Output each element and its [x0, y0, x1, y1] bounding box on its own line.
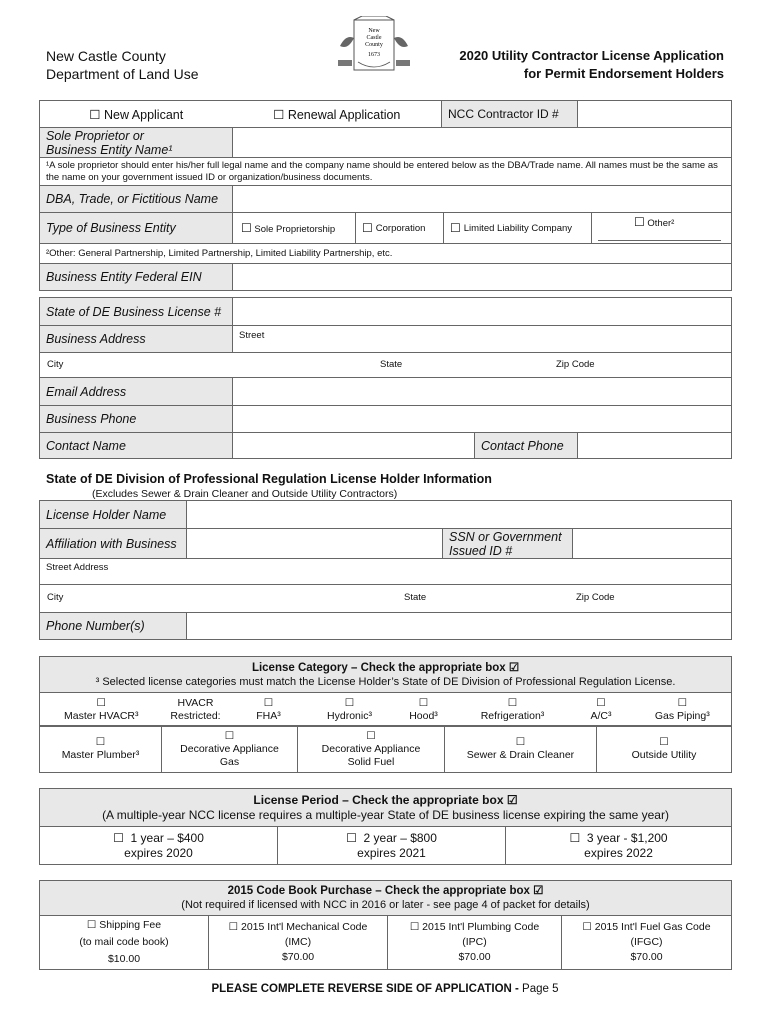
- cat-master-hvacr-label: Master HVACR³: [64, 709, 139, 722]
- license-holder-subtitle: (Excludes Sewer & Drain Cleaner and Outside Utility Contractors): [92, 488, 398, 500]
- note-sole-proprietor: ¹A sole proprietor should enter his/her full legal name and the company name should be entered below as the DBA/Trade name. All names must be the same as the name on your government issued ID or organization/business documents.: [40, 158, 732, 186]
- license-period-table: [39, 788, 732, 865]
- codebook-imc[interactable]: [209, 916, 388, 970]
- note-other-entity: ²Other: General Partnership, Limited Partnership, Limited Liability Partnership, etc.: [40, 244, 732, 264]
- contractor-id-label: NCC Contractor ID #: [442, 101, 578, 128]
- license-category-row2: [39, 725, 732, 773]
- codebook-ifgc[interactable]: [562, 916, 732, 970]
- cat-hvacr-restricted: [163, 693, 229, 727]
- type-sole-option[interactable]: [233, 221, 355, 235]
- cat-master-plumber[interactable]: [40, 726, 162, 773]
- cat-outside-utility-checkbox[interactable]: ☐: [659, 736, 669, 748]
- cat-hydronic-checkbox[interactable]: ☐: [344, 696, 355, 709]
- cat-refrigeration-label: Refrigeration³: [480, 709, 545, 722]
- cat-ac[interactable]: [569, 693, 634, 727]
- holder-city-row[interactable]: [40, 585, 732, 613]
- license-category-title: License Category – Check the appropriate box ☑: [251, 661, 520, 674]
- cat-restricted-label: Restricted:: [170, 709, 221, 722]
- cat-fha[interactable]: [229, 693, 309, 727]
- applicant-info-table: [39, 100, 732, 291]
- ssn-label-line2: Issued ID #: [449, 543, 513, 558]
- cat-ac-label: A/C³: [590, 709, 612, 722]
- business-type-label: Type of Business Entity: [40, 213, 233, 244]
- codebook-ipc-label: 2015 Int'l Plumbing Code: [422, 921, 540, 933]
- period-1-year-label: 1 year – $400: [130, 830, 204, 845]
- cat-hood-label: Hood³: [409, 709, 438, 722]
- cat-decorative-solid-label: Decorative Appliance: [321, 742, 421, 755]
- contact-name-label: Contact Name: [40, 433, 233, 459]
- ein-label: Business Entity Federal EIN: [40, 264, 233, 291]
- holder-street-field[interactable]: [40, 559, 732, 585]
- codebook-shipping[interactable]: [40, 916, 209, 970]
- codebook-ipc-checkbox[interactable]: ☐: [409, 921, 420, 933]
- cat-master-hvacr[interactable]: [40, 693, 163, 727]
- ssn-label-line1: SSN or Government: [449, 529, 562, 544]
- renewal-option[interactable]: [233, 101, 442, 128]
- cat-decorative-solid-checkbox[interactable]: ☐: [366, 729, 376, 742]
- cat-hood-checkbox[interactable]: ☐: [418, 696, 429, 709]
- business-street-field[interactable]: [233, 326, 732, 353]
- type-llc-option[interactable]: [443, 213, 591, 243]
- business-city-row[interactable]: [40, 353, 732, 378]
- footer-instruction: PLEASE COMPLETE REVERSE SIDE OF APPLICATION -: [211, 983, 523, 995]
- svg-text:New: New: [368, 28, 380, 34]
- codebook-ifgc-label: 2015 Int'l Fuel Gas Code: [594, 921, 711, 933]
- business-phone-label: Business Phone: [40, 406, 233, 433]
- svg-text:County: County: [365, 42, 383, 48]
- holder-state-label: State: [404, 592, 427, 603]
- ssn-field[interactable]: [573, 529, 732, 559]
- codebook-imc-price: $70.00: [281, 951, 315, 963]
- cat-refrigeration[interactable]: [457, 693, 569, 727]
- agency-heading: [46, 47, 199, 83]
- holder-name-field[interactable]: [187, 501, 732, 529]
- codebook-title: 2015 Code Book Purchase – Check the appropriate box ☑: [227, 885, 544, 897]
- email-label: Email Address: [40, 378, 233, 406]
- new-applicant-checkbox[interactable]: ☐: [89, 107, 101, 122]
- type-llc-checkbox[interactable]: ☐: [450, 221, 461, 235]
- cat-decorative-gas[interactable]: [162, 726, 298, 773]
- license-period-note: (A multiple-year NCC license requires a multiple-year State of DE business license expiring the same year): [102, 807, 669, 822]
- type-other-checkbox[interactable]: ☐: [634, 215, 645, 229]
- codebook-shipping-price: $10.00: [107, 953, 141, 965]
- codebook-imc-sub: (IMC): [284, 936, 312, 948]
- cat-gas-piping-checkbox[interactable]: ☐: [677, 696, 687, 709]
- cat-decorative-gas-checkbox[interactable]: ☐: [224, 729, 235, 742]
- entity-name-field[interactable]: [233, 128, 732, 158]
- cat-master-plumber-label: Master Plumber³: [61, 749, 140, 761]
- cat-outside-utility-label: Outside Utility: [631, 749, 697, 761]
- department-name: Department of Land Use: [46, 66, 199, 82]
- license-category-table: [39, 656, 732, 727]
- cat-fha-checkbox[interactable]: ☐: [263, 696, 274, 709]
- cat-sewer-drain[interactable]: [445, 726, 597, 773]
- license-period-title: License Period – Check the appropriate box ☑: [253, 792, 518, 807]
- cat-sewer-drain-checkbox[interactable]: ☐: [515, 736, 526, 748]
- codebook-shipping-sub: (to mail code book): [79, 936, 169, 948]
- holder-city-label: City: [47, 592, 64, 603]
- business-info-table: [39, 297, 732, 459]
- business-address-label: Business Address: [40, 326, 233, 353]
- license-holder-title: State of DE Division of Professional Regulation License Holder Information: [46, 472, 492, 486]
- entity-name-label-line2: Business Entity Name¹: [46, 142, 173, 157]
- period-2-year-label: 2 year – $800: [363, 830, 437, 845]
- contact-phone-label: Contact Phone: [475, 433, 578, 459]
- codebook-table: [39, 880, 732, 970]
- period-3-year[interactable]: [506, 827, 732, 865]
- state-license-field[interactable]: [233, 298, 732, 326]
- page-number: Page 5: [522, 983, 559, 995]
- entity-name-label-line1: Sole Proprietor or: [46, 128, 144, 143]
- type-corp-option[interactable]: [355, 213, 443, 243]
- cat-refrigeration-checkbox[interactable]: ☐: [507, 696, 518, 709]
- holder-phone-label: Phone Number(s): [40, 613, 187, 640]
- cat-gas-piping[interactable]: [634, 693, 732, 727]
- business-city-label: City: [47, 359, 64, 370]
- county-seal-logo: [336, 16, 412, 74]
- cat-decorative-solid[interactable]: [298, 726, 445, 773]
- cat-decorative-gas-label2: Gas: [219, 755, 240, 768]
- business-phone-field[interactable]: [233, 406, 732, 433]
- cat-hood[interactable]: [391, 693, 457, 727]
- cat-master-hvacr-checkbox[interactable]: ☐: [96, 696, 106, 709]
- period-3-year-label: 3 year - $1,200: [586, 830, 668, 845]
- cat-hvacr-label: HVACR: [177, 696, 214, 709]
- type-corp-label: Corporation: [375, 222, 426, 234]
- county-name: New Castle County: [46, 48, 166, 64]
- type-other-option[interactable]: [591, 213, 731, 243]
- period-1-year-checkbox[interactable]: ☐: [113, 830, 124, 845]
- form-title: [459, 47, 724, 83]
- cat-hydronic[interactable]: [309, 693, 391, 727]
- svg-text:Castle: Castle: [366, 35, 382, 41]
- codebook-header: [40, 881, 732, 916]
- period-2-year[interactable]: [278, 827, 506, 865]
- renewal-label: Renewal Application: [287, 107, 401, 122]
- category-row-hvacr: [40, 693, 732, 727]
- type-other-label: Other²: [647, 218, 675, 229]
- business-zip-label: Zip Code: [556, 359, 595, 370]
- new-applicant-label: New Applicant: [103, 107, 184, 122]
- affiliation-field[interactable]: [187, 529, 443, 559]
- svg-text:1673: 1673: [368, 52, 380, 58]
- contact-name-field[interactable]: [233, 433, 475, 459]
- cat-decorative-solid-label2: Solid Fuel: [347, 755, 395, 768]
- renewal-checkbox[interactable]: ☐: [273, 107, 285, 122]
- period-3-year-checkbox[interactable]: ☐: [569, 830, 581, 845]
- cat-gas-piping-label: Gas Piping³: [654, 709, 710, 722]
- type-sole-checkbox[interactable]: ☐: [241, 221, 252, 235]
- codebook-ipc-price: $70.00: [458, 951, 491, 963]
- codebook-ifgc-price: $70.00: [630, 951, 663, 963]
- codebook-ifgc-checkbox[interactable]: ☐: [582, 921, 592, 933]
- contact-phone-field[interactable]: [578, 433, 732, 459]
- period-1-year[interactable]: [40, 827, 278, 865]
- type-corp-checkbox[interactable]: ☐: [362, 221, 373, 235]
- affiliation-label: Affiliation with Business: [40, 529, 187, 559]
- cat-outside-utility[interactable]: [597, 726, 732, 773]
- form-title-line2: for Permit Endorsement Holders: [523, 66, 724, 81]
- cat-decorative-gas-label: Decorative Appliance: [180, 742, 279, 755]
- codebook-ipc[interactable]: [388, 916, 562, 970]
- codebook-shipping-checkbox[interactable]: ☐: [86, 919, 97, 931]
- type-sole-label: Sole Proprietorship: [254, 224, 336, 235]
- holder-zip-label: Zip Code: [576, 592, 615, 603]
- holder-phone-field[interactable]: [187, 613, 732, 640]
- contractor-id-field[interactable]: [578, 101, 732, 128]
- codebook-shipping-label: Shipping Fee: [99, 919, 162, 931]
- dba-field[interactable]: [233, 186, 732, 213]
- type-other-line[interactable]: [598, 240, 721, 241]
- cat-sewer-drain-label: Sewer & Drain Cleaner: [466, 749, 575, 761]
- license-period-header: [40, 789, 732, 827]
- codebook-note: (Not required if licensed with NCC in 2016 or later - see page 4 of packet for details): [181, 899, 590, 911]
- period-3-year-expiry: expires 2022: [584, 845, 653, 860]
- type-llc-label: Limited Liability Company: [463, 222, 573, 234]
- holder-name-label: License Holder Name: [40, 501, 187, 529]
- cat-ac-checkbox[interactable]: ☐: [596, 696, 606, 709]
- business-street-label: Street: [239, 330, 265, 341]
- business-type-options: [233, 213, 732, 244]
- holder-street-label: Street Address: [46, 562, 109, 573]
- ssn-label: [443, 529, 573, 559]
- entity-name-label: [40, 128, 233, 158]
- codebook-ipc-sub: (IPC): [462, 936, 487, 948]
- form-title-line1: 2020 Utility Contractor License Application: [459, 48, 724, 63]
- period-2-year-expiry: expires 2021: [357, 845, 426, 860]
- codebook-ifgc-sub: (IFGC): [630, 936, 663, 948]
- license-category-note: ³ Selected license categories must match the License Holder’s State of DE Division of Professional Regulation License.: [95, 675, 676, 688]
- state-license-label: State of DE Business License #: [40, 298, 233, 326]
- cat-hydronic-label: Hydronic³: [327, 709, 372, 722]
- dba-label: DBA, Trade, or Fictitious Name: [40, 186, 233, 213]
- email-field[interactable]: [233, 378, 732, 406]
- ein-field[interactable]: [233, 264, 732, 291]
- period-2-year-checkbox[interactable]: ☐: [346, 830, 357, 845]
- cat-fha-label: FHA³: [256, 709, 281, 722]
- codebook-imc-checkbox[interactable]: ☐: [228, 921, 239, 933]
- license-holder-table: [39, 500, 732, 640]
- codebook-imc-label: 2015 Int'l Mechanical Code: [241, 921, 368, 933]
- license-category-header: [40, 657, 732, 693]
- period-1-year-expiry: expires 2020: [124, 845, 193, 860]
- cat-master-plumber-checkbox[interactable]: ☐: [95, 736, 106, 748]
- business-state-label: State: [380, 359, 403, 370]
- new-applicant-option[interactable]: [40, 101, 233, 128]
- page-footer: [0, 983, 770, 995]
